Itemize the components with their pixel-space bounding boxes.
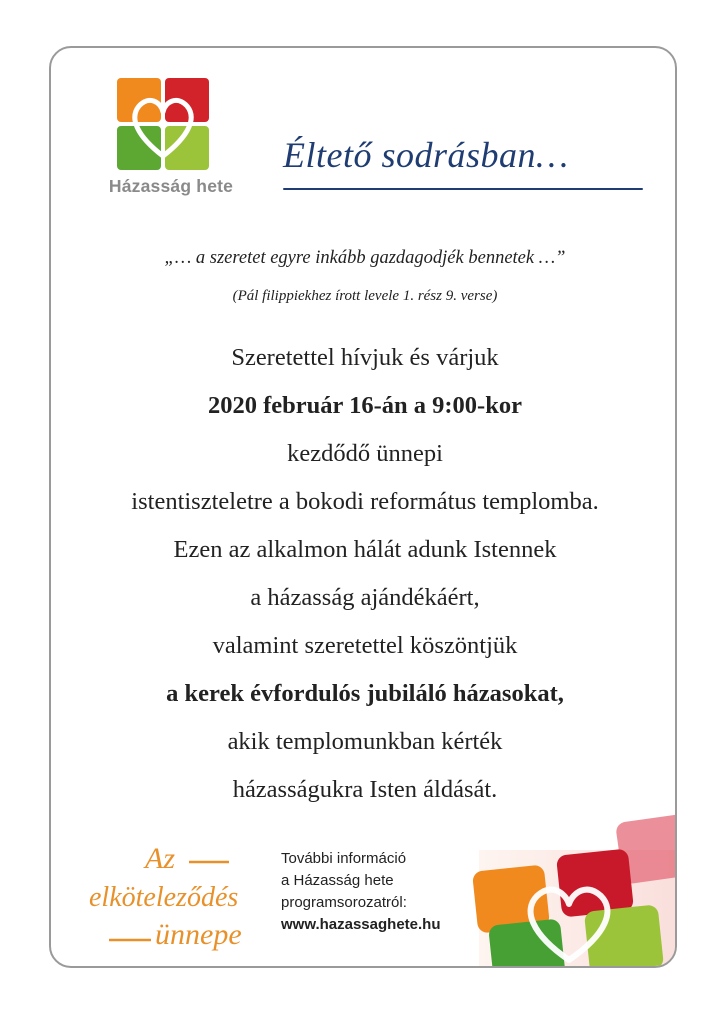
invitation-card bbox=[49, 46, 677, 968]
quote-source: (Pál filippiekhez írott levele 1. rész 9. verse) bbox=[232, 288, 498, 304]
info-line: a Házasság hete bbox=[281, 872, 394, 889]
tagline-logo bbox=[71, 838, 271, 958]
invitation-line: Ezen az alkalmon hálát adunk Istennek bbox=[173, 536, 557, 563]
tagline-word-2: elköteleződés bbox=[89, 882, 239, 913]
info-line: További információ bbox=[281, 850, 407, 867]
info-block bbox=[281, 848, 481, 936]
hazassag-hete-logo-icon bbox=[117, 78, 209, 170]
bible-quote: „… a szeretet egyre inkább gazdagodjék bennetek …” bbox=[164, 248, 566, 268]
info-line: programsorozatról: bbox=[281, 894, 407, 911]
decorative-squares-icon bbox=[469, 810, 677, 968]
invitation-line: akik templomunkban kérték bbox=[227, 728, 503, 755]
invitation-line: a házasság ajándékáért, bbox=[250, 584, 480, 611]
invitation-line: valamint szeretettel köszöntjük bbox=[212, 632, 518, 659]
headline: Éltető sodrásban… bbox=[283, 135, 569, 175]
tagline-word-3: ünnepe bbox=[155, 918, 242, 951]
invitation-jubilee-line: a kerek évfordulós jubiláló házasokat, bbox=[166, 680, 564, 707]
tagline-word-1: Az bbox=[145, 842, 175, 875]
website-link[interactable]: www.hazassaghete.hu bbox=[281, 916, 441, 933]
invitation-line: kezdődő ünnepi bbox=[287, 440, 443, 467]
invitation-line: istentiszteletre a bokodi református templomba. bbox=[131, 488, 599, 515]
invitation-date-line: 2020 február 16-án a 9:00-kor bbox=[208, 392, 522, 419]
invitation-line: házasságukra Isten áldását. bbox=[232, 776, 498, 803]
invitation-line: Szeretettel hívjuk és várjuk bbox=[231, 344, 499, 371]
invitation-text bbox=[51, 334, 677, 814]
logo-caption: Házasság hete bbox=[108, 176, 234, 196]
headline-underline bbox=[283, 188, 643, 190]
